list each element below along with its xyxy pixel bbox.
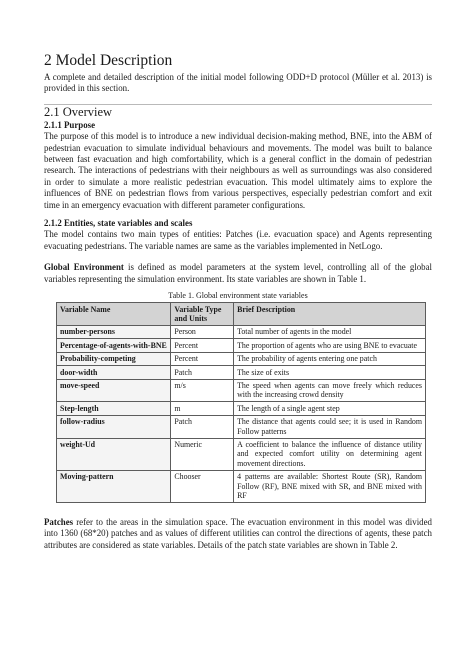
global-variables-table xyxy=(56,302,426,503)
table-row xyxy=(57,415,426,438)
purpose-paragraph: The purpose of this model is to introduce a new individual decision-making method, BNE, into the ABM of pedestrian evacuation to simulate individual behaviours and movements. The model was built to balance between fast evacuation and high comfortability, which is a general conflict in the domain of pedestrian research. The interactions of pedestrians with their neighbours as well as surroundings was also considered in order to simulate a more realistic pedestrian evacuation. This model ultimately aims to explore the influences of BNE on pedestrian flows from various perspectives, especially pedestrian comfort and exit time in an emergency evacuation with different parameter configurations. xyxy=(44,131,432,210)
table-row xyxy=(57,352,426,365)
cell-variable-type: Percent xyxy=(171,352,234,365)
table-wrapper xyxy=(56,302,426,503)
cell-variable-type: m xyxy=(171,402,234,415)
table-row xyxy=(57,470,426,502)
entities-paragraph: The model contains two main types of entities: Patches (i.e. evacuation space) and Agents representing evacuating pedestrians. The variable names are same as the variables implemented in NetLogo. xyxy=(44,229,432,251)
cell-description: The speed when agents can move freely which reduces with the increasing crowd density xyxy=(234,379,426,402)
overview-title: 2.1 Overview xyxy=(44,104,113,119)
document-page xyxy=(44,52,432,551)
cell-description: A coefficient to balance the influence of distance utility and expected comfort utility on determining agent movement directions. xyxy=(234,438,426,470)
cell-variable-name: Probability-competing xyxy=(57,352,171,365)
header-variable-type: Variable Type and Units xyxy=(171,303,234,326)
cell-variable-name: Percentage-of-agents-with-BNE xyxy=(57,339,171,352)
cell-variable-name: move-speed xyxy=(57,379,171,402)
cell-description: 4 patterns are available: Shortest Route (SR), Random Follow (RF), BNE mixed with SR, and BNE mixed with RF xyxy=(234,470,426,502)
cell-variable-type: Patch xyxy=(171,415,234,438)
cell-variable-name: number-persons xyxy=(57,325,171,338)
global-environment-term: Global Environment xyxy=(44,262,124,273)
cell-variable-name: follow-radius xyxy=(57,415,171,438)
cell-variable-type: Person xyxy=(171,325,234,338)
cell-variable-name: Moving-pattern xyxy=(57,470,171,502)
cell-variable-type: Percent xyxy=(171,339,234,352)
section-intro: A complete and detailed description of the initial model following ODD+D protocol (Müller et al. 2013) is provided in this section. xyxy=(44,72,432,94)
table-row xyxy=(57,325,426,338)
table-caption: Table 1. Global environment state variables xyxy=(168,291,308,301)
cell-variable-type: Numeric xyxy=(171,438,234,470)
cell-variable-type: Patch xyxy=(171,366,234,379)
cell-description: The distance that agents could see; it is used in Random Follow patterns xyxy=(234,415,426,438)
cell-description: The proportion of agents who are using BNE to evacuate xyxy=(234,339,426,352)
table-row xyxy=(57,402,426,415)
cell-variable-type: Chooser xyxy=(171,470,234,502)
entities-heading: 2.1.2 Entities, state variables and scales xyxy=(44,218,193,229)
patches-text: refer to the areas in the simulation space. The evacuation environment in this model was divided into 1360 (68*20) patches and as values of different utilities can control the directions of agents, these patch attributes are considered as state variables. Details of the patch state variables are shown in Table 2. xyxy=(44,517,432,550)
cell-variable-name: door-width xyxy=(57,366,171,379)
table-row xyxy=(57,438,426,470)
purpose-heading: 2.1.1 Purpose xyxy=(44,119,96,130)
cell-description: The size of exits xyxy=(234,366,426,379)
cell-variable-name: Step-length xyxy=(57,402,171,415)
table-row xyxy=(57,366,426,379)
section-title: 2 Model Description xyxy=(44,52,173,69)
global-environment-text: is defined as model parameters at the system level, controlling all of the global variables representing the simulation environment. Its state variables are shown in Table 1. xyxy=(44,262,432,284)
table-row xyxy=(57,339,426,352)
cell-variable-type: m/s xyxy=(171,379,234,402)
table-header-row xyxy=(57,303,426,326)
table-row xyxy=(57,379,426,402)
cell-variable-name: weight-Ud xyxy=(57,438,171,470)
patches-paragraph xyxy=(44,517,432,551)
header-brief-description: Brief Description xyxy=(234,303,426,326)
cell-description: Total number of agents in the model xyxy=(234,325,426,338)
cell-description: The probability of agents entering one patch xyxy=(234,352,426,365)
header-variable-name: Variable Name xyxy=(57,303,171,326)
global-environment-paragraph xyxy=(44,262,432,285)
patches-term: Patches xyxy=(44,517,74,527)
cell-description: The length of a single agent step xyxy=(234,402,426,415)
